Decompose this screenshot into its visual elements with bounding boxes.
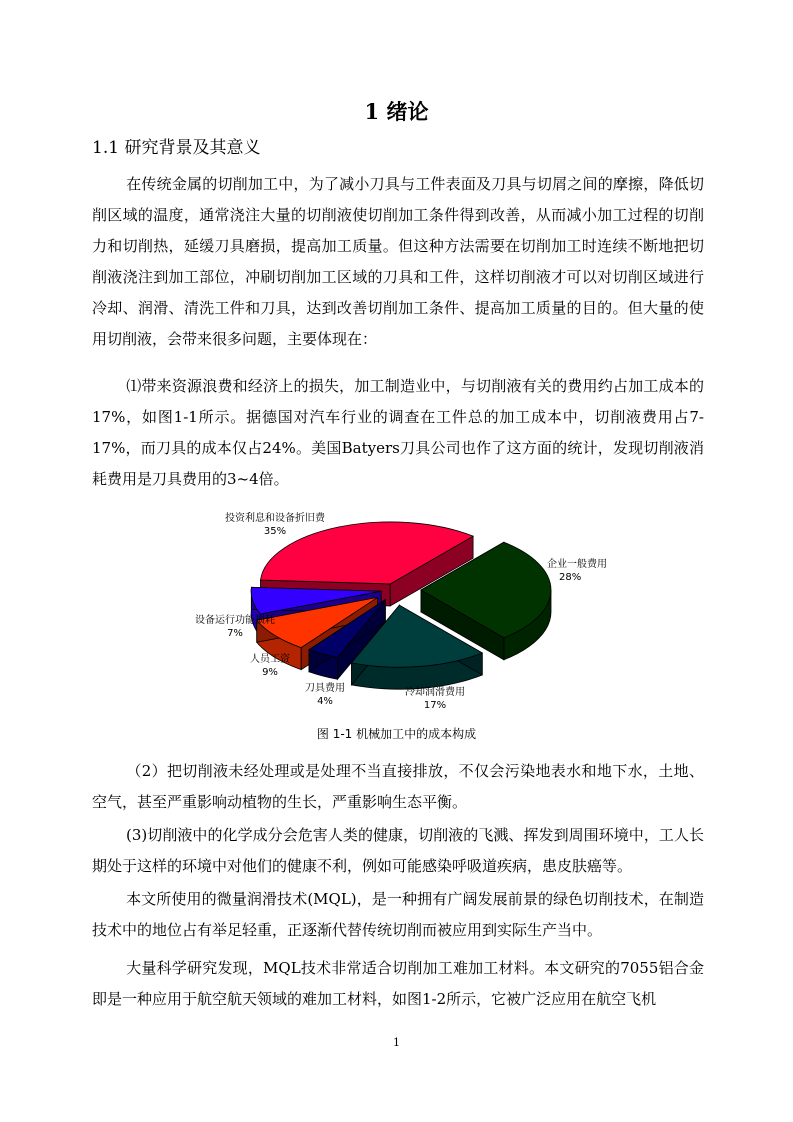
pie-slice-label: 人员工资 bbox=[250, 654, 290, 665]
paragraph-mql bbox=[92, 884, 704, 946]
paragraph-item-1-text: ⑴带来资源浪费和经济上的损失，加工制造业中，与切削液有关的费用约占加工成本的17%，如图1-1所示。据德国对汽车行业的调查在工件总的加工成本中，切削液费用占7-17%，而刀具的成本仅占24%。美国Batyers刀具公司也作了这方面的统计，发现切削液消耗费用是刀具费用的3~4倍。 bbox=[92, 377, 704, 488]
pie-slice-percent: 35% bbox=[263, 526, 287, 537]
paragraph-item-2-text: （2）把切削液未经处理或是处理不当直接排放，不仅会污染地表水和地下水，土地、空气，甚至严重影响动植物的生长，严重影响生态平衡。 bbox=[92, 762, 704, 811]
pie-slice-percent: 4% bbox=[317, 696, 333, 707]
paragraph-item-3-text: (3)切削液中的化学成分会危害人类的健康，切削液的飞溅、挥发到周围环境中，工人长期处于这样的环境中对他们的健康不利，例如可能感染呼吸道疾病，患皮肤癌等。 bbox=[92, 826, 704, 875]
paragraph-intro-text: 在传统金属的切削加工中，为了减小刀具与工件表面及刀具与切屑之间的摩擦，降低切削区域的温度，通常浇注大量的切削液使切削加工条件得到改善，从而减小加工过程的切削力和切削热，延缓刀具磨损，提高加工质量。但这种方法需要在切削加工时连续不断地把切削液浇注到加工部位，冲刷切削加工区域的刀具和工件，这样切削液才可以对切削区域进行冷却、润滑、清洗工件和刀具，达到改善切削加工条件、提高加工质量的目的。但大量的使用切削液，会带来很多问题，主要体现在： bbox=[92, 175, 704, 348]
paragraph-mql-text: 本文所使用的微量润滑技术(MQL)，是一种拥有广阔发展前景的绿色切削技术，在制造技术中的地位占有举足轻重，正逐渐代替传统切削而被应用到实际生产当中。 bbox=[92, 890, 704, 939]
pie-slice-percent: 28% bbox=[559, 572, 582, 583]
paragraph-item-1 bbox=[92, 371, 704, 495]
cost-pie-chart bbox=[190, 505, 610, 715]
paragraph-research-text: 大量科学研究发现，MQL技术非常适合切削加工难加工材料。本文研究的7055铝合金即是一种应用于航空航天领域的难加工材料，如图1-2所示，它被广泛应用在航空飞机 bbox=[92, 959, 704, 1008]
pie-slice-label: 刀具费用 bbox=[305, 683, 345, 694]
pie-slice-label: 冷却润滑费用 bbox=[405, 687, 465, 698]
pie-slice-percent: 9% bbox=[262, 667, 278, 678]
paragraph-item-3 bbox=[92, 820, 704, 882]
pie-chart-svg bbox=[190, 505, 610, 715]
paragraph-item-2 bbox=[92, 756, 704, 818]
page-number: 1 bbox=[393, 1036, 400, 1049]
chapter-title: 1 绪论 bbox=[364, 99, 429, 124]
pie-slice-percent: 7% bbox=[227, 628, 243, 639]
pie-slice-percent: 17% bbox=[423, 700, 447, 711]
pie-slice-label: 设备运行功能损耗 bbox=[195, 615, 275, 626]
figure-caption: 图 1-1 机械加工中的成本构成 bbox=[316, 727, 477, 741]
paragraph-research bbox=[92, 953, 704, 1015]
paragraph-intro bbox=[92, 169, 704, 355]
pie-slice-label: 投资利息和设备折旧费 bbox=[225, 513, 325, 524]
section-title: 1.1 研究背景及其意义 bbox=[92, 138, 261, 158]
pie-slice-label: 企业一般费用 bbox=[547, 559, 607, 570]
